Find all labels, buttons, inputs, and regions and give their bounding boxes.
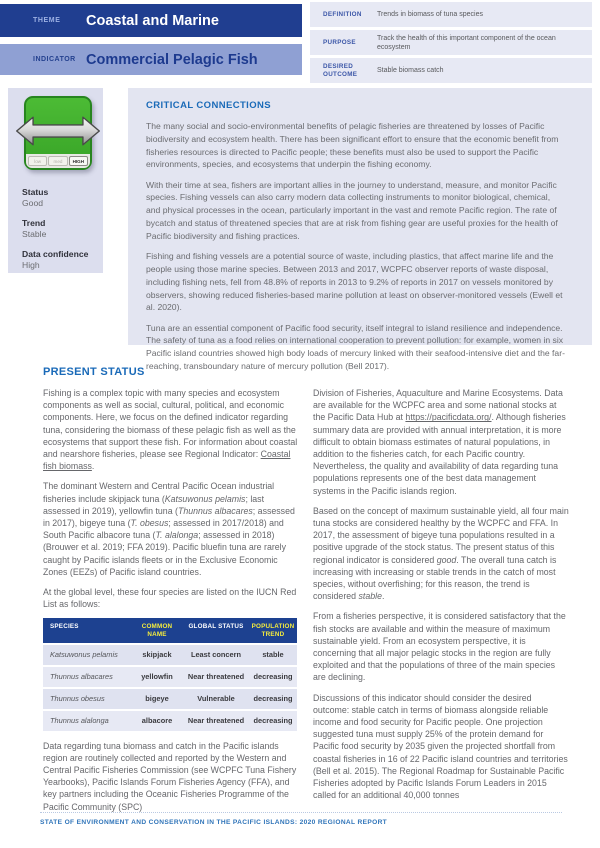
species-cell: Katsuwonus pelamis <box>50 649 118 659</box>
status-value: Good <box>22 198 44 208</box>
global-status-cell: Vulnerable <box>197 693 235 703</box>
table-row <box>43 667 297 687</box>
population-trend-cell: decreasing <box>253 715 293 725</box>
status-panel <box>8 88 103 273</box>
species-cell: Thunnus obesus <box>50 693 105 703</box>
population-trend-cell: stable <box>262 649 284 659</box>
global-status-cell: Near threatened <box>187 671 245 681</box>
body-paragraph: Data regarding tuna biomass and catch in the Pacific islands region are routinely collected and reported by the Western and Central Pacific Fisheries Commission (see WCPFC Tuna Fishery Yearbooks), Pacific Islands Forum Fisheries Agency (FFA), and key partners including the Oceanic Fisheries Programme of the Pacific Community (SPC) <box>43 740 297 812</box>
indicator-label: INDICATOR <box>33 56 76 63</box>
critical-connections-paragraph: Tuna are an essential component of Pacific food security, itself integral to island resilience and independence. The safety of tuna as a food relies on international cooperation to prevent pollution: for example, women in six Pacific island countries showed high body loads of mercury linked with their seafood-intensive diet and the far-reaching, transboundary nature of mercury pollution (Bell 2017). <box>146 322 565 372</box>
present-status-left-column <box>43 387 299 821</box>
confidence-strip <box>26 154 90 168</box>
table-header-row <box>43 618 297 642</box>
data-confidence-label: Data confidence <box>22 249 89 259</box>
meta-row-purpose <box>310 30 592 55</box>
footer-divider <box>40 812 562 813</box>
page-title: Commercial Pelagic Fish <box>86 51 258 68</box>
species-cell: Thunnus alalonga <box>50 715 109 725</box>
data-confidence-value: High <box>22 260 40 270</box>
meta-row-definition <box>310 2 592 27</box>
species-cell: Thunnus albacares <box>50 671 113 681</box>
population-trend-cell: decreasing <box>253 671 293 681</box>
global-status-cell: Least concern <box>190 649 242 659</box>
status-fields <box>22 187 103 271</box>
population-trend-cell: decreasing <box>253 693 293 703</box>
trend-label: Trend <box>22 218 46 228</box>
confidence-med-button[interactable]: med <box>48 156 67 166</box>
trend-field <box>22 218 103 240</box>
status-label: Status <box>22 187 49 197</box>
table-header-species: SPECIES <box>50 623 79 631</box>
present-status-right-column <box>313 387 569 821</box>
common-name-cell: yellowfin <box>141 671 173 681</box>
table-header-global-status: GLOBAL STATUS <box>188 623 244 631</box>
table-row <box>43 711 297 731</box>
body-paragraph: Division of Fisheries, Aquaculture and Marine Ecosystems. Data are available for the WCPFC area and some national stocks at the Pacific Data Hub at https://pacificdata.org/. Although fisheries summary data are provided with annual interpretation, it is more difficult to obtain biomass estimates of natural populations, in addition to the fisheries catch, for each Pacific country. Nevertheless, the quality and availability of data regarding tuna populations represents one of the best data management systems in the Pacific islands region. <box>313 388 566 496</box>
theme-value: Coastal and Marine <box>86 12 219 29</box>
meta-row-desired-outcome <box>310 58 592 83</box>
desired-outcome-value: Stable biomass catch <box>377 67 444 74</box>
table-header-common-name: COMMON NAME <box>141 623 173 639</box>
body-paragraph: At the global level, these four species are listed on the IUCN Red List as follows: <box>43 587 297 610</box>
present-status-section <box>43 366 583 821</box>
definition-label: DEFINITION <box>323 10 362 18</box>
status-field <box>22 187 103 209</box>
status-card <box>24 96 92 170</box>
critical-connections-paragraph: With their time at sea, fishers are important allies in the journey to understand, measure, and monitor Pacific species. Fishing vessels can also carry modern data collecting instruments to monitor biological, chemical, and physical processes in the ocean, particularly important in the vast and remote Pacific region. The rate of bycatch and status of threatened species that are at risk from fishing gear are useful proxies for the health of Pacific biodiversity and fishing practices. <box>146 179 558 241</box>
table-header-population-trend: POPULATION TREND <box>251 623 295 639</box>
indicator-bar <box>0 44 302 75</box>
confidence-low-button[interactable]: low <box>28 156 47 166</box>
definition-value: Trends in biomass of tuna species <box>377 11 483 18</box>
body-paragraph: Based on the concept of maximum sustainable yield, all four main tuna stocks are considered healthy by the WCPFC and FFA. In 2017, the assessment of bigeye tuna populations resulted in a positive upgrade of the stock status. The present status of this regional indicator is considered good. The overall tuna catch is increasing with increasing or stable trends in the catch of most species, without overfishing; for this reason, the trend is considered stable. <box>313 505 569 602</box>
desired-outcome-label: DESIRED OUTCOME <box>323 62 358 78</box>
common-name-cell: skipjack <box>142 649 172 659</box>
table-row <box>43 689 297 709</box>
body-paragraph: The dominant Western and Central Pacific Ocean industrial fisheries include skipjack tuna (Katsuwonus pelamis; last assessed in 2019), yellowfin tuna (Thunnus albacares; assessed in 2017), bigeye tuna (T. obesus; assessed in 2017/2018) and South Pacific albacore tuna (T. alalonga; assessed in 2018) (Brouwer et al. 2019; FFA 2019). Pacific bluefin tuna are rarely caught by Pacific islands fleets or in the Exclusive Economic Zones (EEZs) of Pacific island countries. <box>43 481 295 577</box>
trend-value: Stable <box>22 229 47 239</box>
common-name-cell: bigeye <box>145 693 169 703</box>
purpose-label: PURPOSE <box>323 38 356 46</box>
confidence-high-button[interactable]: HIGH <box>69 156 88 166</box>
critical-connections-heading: CRITICAL CONNECTIONS <box>146 100 271 111</box>
body-paragraph: Fishing is a complex topic with many species and ecosystem components as well as social, cultural, political, and economic components. Here, we focus on the defined indicator regarding tuna, considering the biomass of these pelagic fish as well as the ecosystems that support these fish. For information about coastal and nearshore fisheries, please see Regional Indicator: Coastal fish biomass. <box>43 388 298 472</box>
footer-report-title: STATE OF ENVIRONMENT AND CONSERVATION IN THE PACIFIC ISLANDS: 2020 REGIONAL REPORT <box>40 819 388 826</box>
purpose-value: Track the health of this important component of the ocean ecosystem <box>377 34 556 51</box>
inline-link[interactable]: Coastal fish biomass <box>43 449 291 472</box>
common-name-cell: albacore <box>141 715 173 725</box>
critical-connections-panel <box>128 88 592 372</box>
table-row <box>43 645 297 665</box>
iucn-red-list-table <box>43 618 297 730</box>
critical-connections-paragraph: The many social and socio-environmental benefits of pelagic fisheries are threatened by losses of Pacific biodiversity and ecosystem health. There has been significant effort to ensure that the economic benefit from fisheries resources is directed to Pacific people; these benefits must also be used to support the Pacific environments, species, and ecosystems that underpin the fishing economy. <box>146 121 559 170</box>
indicator-meta <box>310 2 592 86</box>
theme-label: THEME <box>33 17 61 24</box>
global-status-cell: Near threatened <box>187 715 245 725</box>
critical-connections-paragraph: Fishing and fishing vessels are a potential source of waste, including plastics, that affect marine life and the people using those marine species. Between 2013 and 2017, WCPFC observer reports of waste disposal, including fishing nets, fell from 48.8% of reports in 2013 to 9.2% of reports in 2017 on vessels monitored by observers, showing reduced fisheries-based marine pollution at least on observer-monitored vessels (Ewell et al. 2020). <box>146 251 563 313</box>
double-arrow-icon <box>15 111 101 151</box>
data-confidence-field <box>22 249 103 271</box>
body-paragraph: Discussions of this indicator should consider the desired outcome: stable catch in terms of biomass alongside reliable income and food security for Pacific people. One projection suggested tuna must supply 25% of the protein demand for Pacific food security by 2035 given the projected shortfall from coastal fisheries in 16 of 22 Pacific island countries and territories (Bell et al. 2015). The Regional Roadmap for Sustainable Pacific Fisheries adopted by Pacific Islands Forum Leaders in 2015 called for an additional 40,000 tonnes <box>313 692 568 801</box>
body-paragraph: From a fisheries perspective, it is considered satisfactory that the fish stocks are available and within the measure of maximum sustainable yield. From an ecosystem perspective, it is concerning that all major pelagic stocks in the region are fully exploited and that the populations of three of the main species are declining. <box>313 611 566 683</box>
present-status-heading: PRESENT STATUS <box>43 366 145 378</box>
theme-bar <box>0 4 302 37</box>
inline-link[interactable]: https://pacificdata.org/ <box>405 412 492 423</box>
